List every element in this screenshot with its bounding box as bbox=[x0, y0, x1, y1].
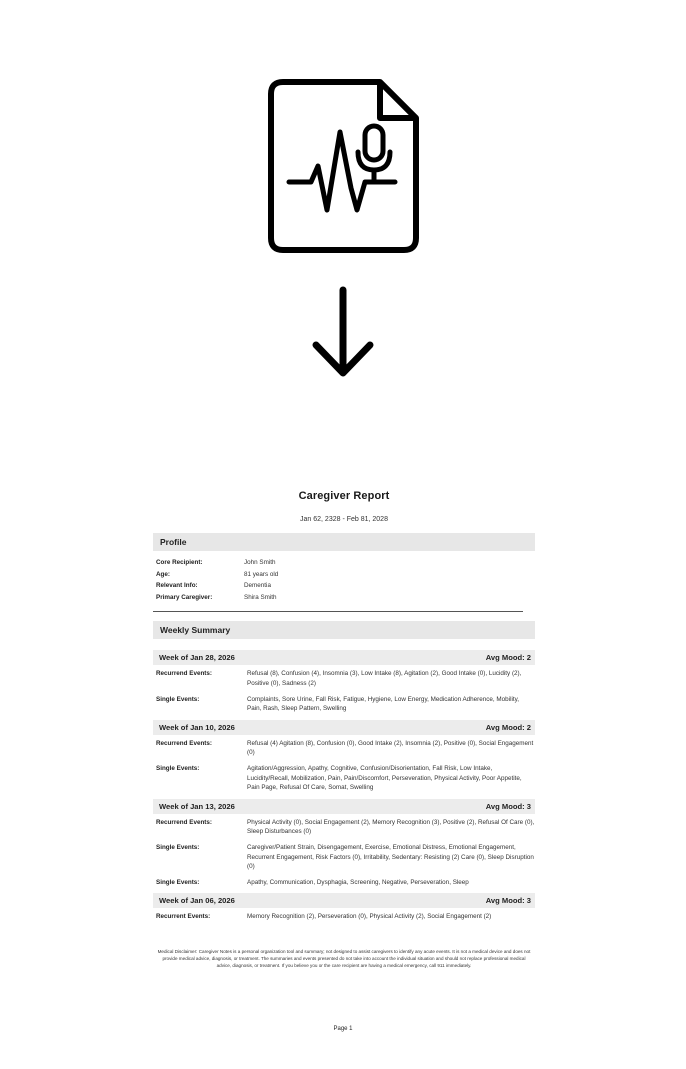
profile-value: 81 years old bbox=[244, 570, 279, 578]
profile-key: Primary Caregiver: bbox=[156, 593, 213, 601]
event-row bbox=[153, 764, 535, 793]
week-title: Week of Jan 13, 2026 bbox=[159, 801, 235, 811]
event-row bbox=[153, 695, 535, 714]
week-block bbox=[153, 720, 535, 793]
event-value: Refusal (8), Confusion (4), Insomnia (3), Low Intake (8), Agitation (2), Good Intake (0), Lucidity (2), Positive (0), Sadness (2) bbox=[247, 670, 522, 687]
event-key: Single Events: bbox=[156, 843, 200, 851]
event-value: Refusal (4) Agitation (8), Confusion (0), Good Intake (2), Insomnia (2), Positive (0), Social Engagement (0) bbox=[247, 739, 534, 757]
profile-key: Age: bbox=[156, 570, 170, 578]
audio-file-microphone-icon bbox=[271, 82, 416, 250]
profile-row bbox=[153, 557, 535, 569]
profile-row bbox=[153, 592, 535, 604]
week-header bbox=[153, 650, 535, 665]
event-row bbox=[153, 912, 535, 922]
week-title: Week of Jan 28, 2026 bbox=[159, 653, 235, 663]
section-divider bbox=[153, 611, 523, 612]
event-value: Memory Recognition (2), Perseveration (0), Physical Activity (2), Social Engagement (2) bbox=[247, 913, 492, 921]
event-key: Single Events: bbox=[156, 695, 200, 703]
week-block bbox=[153, 650, 535, 713]
profile-list bbox=[153, 557, 535, 603]
week-block bbox=[153, 893, 535, 922]
event-value: Agitation/Aggression, Apathy, Cognitive, Confusion/Disorientation, Fall Risk, Low Intake, Lucidity/Recall, Mobilization, Pain, Pain/Discomfort, Perseveration, Physical Activity, Poor Appetite, Pain Page, Refusal Of Care, Somat, Swelling bbox=[247, 764, 522, 792]
page-number: Page 1 bbox=[333, 1026, 353, 1032]
illustration bbox=[0, 0, 686, 400]
arrow-down-icon bbox=[316, 290, 370, 373]
profile-key: Core Recipient: bbox=[156, 559, 203, 566]
week-avg-mood: Avg Mood: 3 bbox=[485, 801, 531, 811]
week-avg-mood: Avg Mood: 2 bbox=[485, 653, 531, 663]
profile-key: Relevant Info: bbox=[156, 582, 198, 590]
weekly-summary-header: Weekly Summary bbox=[153, 621, 535, 639]
week-avg-mood: Avg Mood: 3 bbox=[485, 896, 531, 906]
profile-value: Dementia bbox=[244, 582, 271, 590]
event-key: Single Events: bbox=[156, 878, 200, 886]
profile-value: John Smith bbox=[244, 559, 276, 566]
event-row bbox=[153, 739, 535, 758]
profile-row bbox=[153, 569, 535, 581]
profile-row bbox=[153, 580, 535, 592]
week-header bbox=[153, 893, 535, 908]
week-header bbox=[153, 720, 535, 735]
week-title: Week of Jan 10, 2026 bbox=[159, 722, 235, 732]
caregiver-report bbox=[153, 486, 535, 969]
event-key: Recurrend Events: bbox=[156, 670, 212, 678]
event-value: Complaints, Sore Urine, Fall Risk, Fatigue, Hygiene, Low Energy, Medication Adherence, Mobility, Pain, Rash, Sleep Pattern, Swelling bbox=[247, 695, 520, 713]
week-title: Week of Jan 06, 2026 bbox=[159, 896, 235, 906]
event-value: Physical Activity (0), Social Engagement (2), Memory Recognition (3), Positive (2), Refusal Of Care (0), Sleep Disturbances (0) bbox=[247, 818, 535, 836]
event-row bbox=[153, 669, 535, 688]
event-value: Caregiver/Patient Strain, Disengagement, Exercise, Emotional Distress, Emotional Engagement, Recurrent Engagement, Risk Factors (0), Irritability, Sedentary: Resisting (2) Care (0), Sleep Disruption (0) bbox=[247, 843, 534, 871]
event-row bbox=[153, 878, 535, 888]
week-header bbox=[153, 799, 535, 814]
event-key: Single Events: bbox=[156, 764, 200, 772]
event-row bbox=[153, 818, 535, 837]
medical-disclaimer: Medical Disclaimer: Caregiver Notes is a personal organization tool and summary; not designed to assist caregivers to identify any acute events. It is not a medical device and does not provide medical advice, diagnosis, or treatment. The summaries and events presented do not take into account the individual situation and should not replace professional medical advice, diagnosis, or treatment. If you believe you or the care recipient are having a medical emergency, call 911 immediately. bbox=[157, 948, 531, 968]
event-row bbox=[153, 843, 535, 872]
report-date-range: Jan 62, 2328 - Feb 81, 2028 bbox=[300, 516, 388, 523]
profile-value: Shira Smith bbox=[244, 593, 277, 601]
event-value: Apathy, Communication, Dysphagia, Screening, Negative, Perseveration, Sleep bbox=[247, 878, 469, 886]
event-key: Recurrent Events: bbox=[156, 913, 211, 921]
event-key: Recurrend Events: bbox=[156, 818, 212, 826]
event-key: Recurrend Events: bbox=[156, 739, 212, 747]
week-block bbox=[153, 799, 535, 888]
report-title: Caregiver Report bbox=[298, 490, 390, 502]
week-avg-mood: Avg Mood: 2 bbox=[485, 722, 531, 732]
profile-section-header: Profile bbox=[153, 533, 535, 551]
